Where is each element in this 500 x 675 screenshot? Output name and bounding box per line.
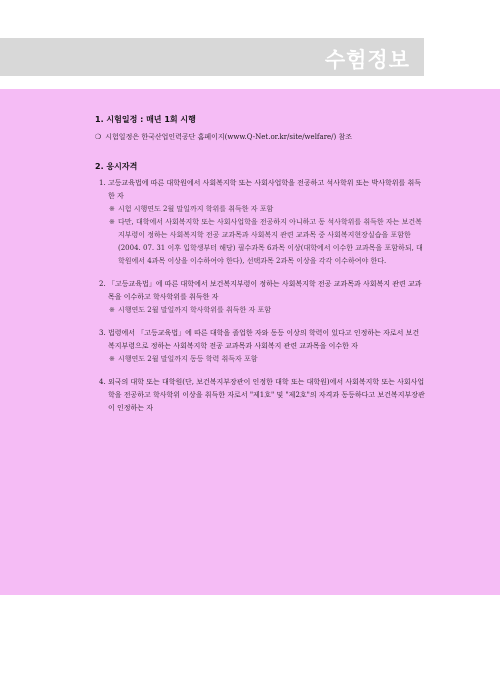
- reference-mark-icon: ※: [109, 205, 115, 213]
- section-eligibility: [95, 161, 425, 415]
- reference-mark-icon: ※: [109, 218, 115, 226]
- reference-mark-icon: ※: [109, 306, 115, 314]
- item-note: 다만, 대학에서 사회복지학 또는 사회사업학을 전공하지 아니하고 동 석사학위를 취득한 자는 보건복지부령이 정하는 사회복지학 전공 교과목과 사회복지 관련 교과목 중 사회복지현장실습을 포함한(2004. 07. 31 이후 입학생부터 해당) 필수과목 6과목 이상(대학에서 이수한 교과목을 포함하되, 대학원에서 4과목 이상을 이수하여야 한다), 선택과목 2과목 이상을 각각 이수하여야 한다.: [118, 218, 423, 265]
- item-text: 「고등교육법」에 따른 대학에서 보건복지부령이 정하는 사회복지학 전공 교과목과 사회복지 관련 교과목을 이수하고 학사학위를 취득한 자: [108, 280, 422, 301]
- eligibility-item: [95, 177, 425, 268]
- header-bar: [0, 38, 424, 76]
- section-exam-schedule-title: 1. 시험일정 : 매년 1회 시행: [95, 115, 196, 124]
- eligibility-item: [95, 376, 425, 415]
- item-note: 시험 시행연도 2월 말일까지 학위를 취득한 자 포함: [118, 205, 274, 213]
- eligibility-item: [95, 278, 425, 317]
- exam-schedule-text: 시험일정은 한국산업인력공단 홈페이지(www.Q-Net.or.kr/site/welfare/) 참조: [105, 133, 353, 141]
- item-text: 법령에서 「고등교육법」에 따른 대학을 졸업한 자와 동등 이상의 학력이 있다고 인정하는 자로서 보건복지부령으로 정하는 사회복지학 전공 교과목과 사회복지 관련 교과목을 이수한 자: [108, 329, 420, 350]
- item-number: 3.: [99, 329, 106, 337]
- exam-schedule-note: [95, 132, 425, 143]
- eligibility-item: [95, 327, 425, 366]
- content-area: [95, 114, 425, 415]
- reference-mark-icon: ※: [109, 355, 115, 363]
- page-title: 수험정보: [324, 48, 410, 72]
- item-number: 1.: [99, 179, 106, 187]
- item-number: 4.: [99, 378, 106, 386]
- item-text: 외국의 대학 또는 대학원(단, 보건복지부장관이 인정한 대학 또는 대학원)에서 사회복지학 또는 사회사업학을 전공하고 학사학위 이상을 취득한 자로서 "제1호" 및 "제2호"의 자격과 동등하다고 보건복지부장관이 인정하는 자: [108, 378, 425, 412]
- item-note: 시행연도 2월 말일까지 학사학위를 취득한 자 포함: [118, 306, 272, 314]
- item-text: 고등교육법에 따른 대학원에서 사회복지학 또는 사회사업학을 전공하고 석사학위 또는 박사학위를 취득한 자: [108, 179, 422, 200]
- section-eligibility-title: 2. 응시자격: [95, 162, 138, 171]
- item-number: 2.: [99, 280, 106, 288]
- circle-bullet-icon: ❍: [95, 133, 102, 141]
- item-note: 시행연도 2월 말일까지 동등 학력 취득자 포함: [118, 355, 258, 363]
